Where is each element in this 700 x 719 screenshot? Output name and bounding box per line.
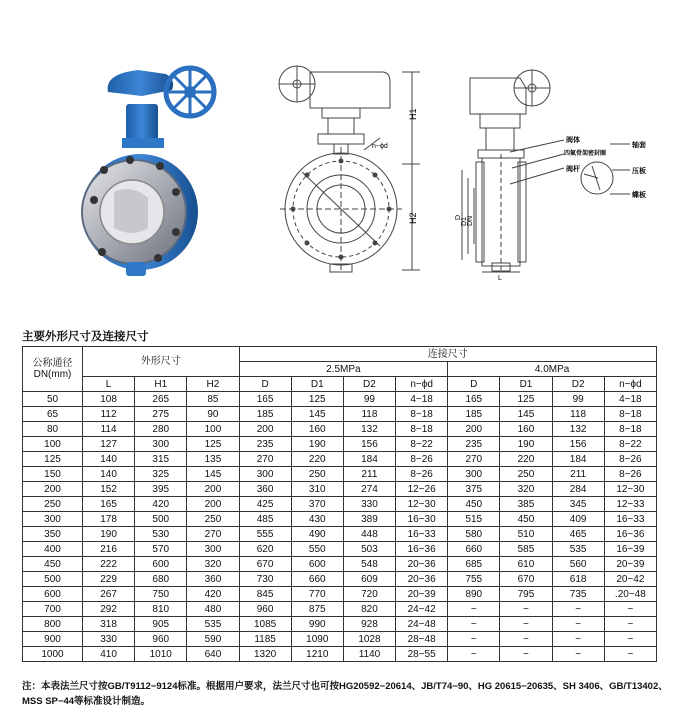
bushing-label: 轴套 (632, 142, 646, 149)
table-cell: 12−26 (396, 482, 448, 497)
table-cell: − (604, 647, 656, 662)
table-cell: 890 (448, 587, 500, 602)
table-row (23, 572, 657, 587)
table-cell: 8−26 (604, 452, 656, 467)
table-cell: 1210 (291, 647, 343, 662)
table-cell: 28−55 (396, 647, 448, 662)
table-cell: 389 (343, 512, 395, 527)
table-cell: 8−26 (396, 452, 448, 467)
table-cell: 165 (448, 392, 500, 407)
table-cell: 618 (552, 572, 604, 587)
table-cell: 448 (343, 527, 395, 542)
table-cell: 185 (448, 407, 500, 422)
table-cell: 118 (343, 407, 395, 422)
table-cell: 420 (135, 497, 187, 512)
table-cell: 200 (187, 482, 239, 497)
table-cell: 345 (552, 497, 604, 512)
table-cell: 222 (83, 557, 135, 572)
table-cell: 395 (135, 482, 187, 497)
table-cell: 65 (23, 407, 83, 422)
table-cell: 310 (291, 482, 343, 497)
table-cell: 127 (83, 437, 135, 452)
stem-label: 阀杆 (566, 166, 580, 173)
table-cell: 8−26 (604, 467, 656, 482)
table-cell: 270 (448, 452, 500, 467)
table-cell: 400 (23, 542, 83, 557)
table-cell: 480 (187, 602, 239, 617)
table-cell: 160 (500, 422, 552, 437)
table-cell: 8−26 (396, 467, 448, 482)
table-cell: 99 (552, 392, 604, 407)
table-cell: 20−39 (604, 557, 656, 572)
table-cell: 190 (500, 437, 552, 452)
table-cell: 795 (500, 587, 552, 602)
table-cell: 100 (187, 422, 239, 437)
connect-header: 连接尺寸 (239, 347, 656, 362)
column-header: n−ϕd (396, 377, 448, 392)
table-cell: 12−30 (604, 482, 656, 497)
table-cell: 216 (83, 542, 135, 557)
table-cell: 660 (291, 572, 343, 587)
table-cell: 550 (291, 542, 343, 557)
table-cell: 535 (552, 542, 604, 557)
table-cell: 265 (135, 392, 187, 407)
dn-header: 公称通径DN(mm) (23, 347, 83, 392)
table-row (23, 647, 657, 662)
table-cell: 16−33 (604, 512, 656, 527)
table-cell: 132 (552, 422, 604, 437)
h2-label: H2 (408, 212, 418, 224)
table-cell: 145 (187, 467, 239, 482)
table-cell: 99 (343, 392, 395, 407)
table-cell: 125 (23, 452, 83, 467)
table-cell: 125 (291, 392, 343, 407)
table-cell: 250 (23, 497, 83, 512)
table-cell: 140 (83, 467, 135, 482)
table-cell: 465 (552, 527, 604, 542)
table-cell: 140 (83, 452, 135, 467)
table-cell: 184 (552, 452, 604, 467)
table-cell: 450 (448, 497, 500, 512)
section-title: 主要外形尺寸及连接尺寸 (22, 331, 149, 343)
table-cell: 510 (500, 527, 552, 542)
table-cell: 548 (343, 557, 395, 572)
table-cell: 735 (552, 587, 604, 602)
table-cell: 685 (448, 557, 500, 572)
table-cell: 12−33 (604, 497, 656, 512)
table-cell: 360 (187, 572, 239, 587)
table-cell: 220 (291, 452, 343, 467)
table-cell: − (604, 617, 656, 632)
table-row (23, 527, 657, 542)
table-cell: − (448, 632, 500, 647)
table-cell: − (500, 602, 552, 617)
table-cell: 16−39 (604, 542, 656, 557)
table-cell: 570 (135, 542, 187, 557)
table-cell: − (448, 617, 500, 632)
table-cell: 315 (135, 452, 187, 467)
table-cell: 600 (291, 557, 343, 572)
table-cell: 178 (83, 512, 135, 527)
column-header: D2 (552, 377, 604, 392)
table-cell: 580 (448, 527, 500, 542)
table-cell: 267 (83, 587, 135, 602)
table-cell: 530 (135, 527, 187, 542)
table-cell: 385 (500, 497, 552, 512)
table-cell: 211 (552, 467, 604, 482)
table-cell: − (500, 647, 552, 662)
table-cell: 270 (187, 527, 239, 542)
table-row (23, 482, 657, 497)
table-cell: 609 (343, 572, 395, 587)
footnote: 注：本表法兰尺寸按GB/T9112−9124标准。根据用户要求，法兰尺寸也可按HG20592−20614、JB/T74−90、HG 20615−20635、SH 3406、GB/T13402、MSS SP−44等标准设计制造。 (22, 681, 668, 707)
table-cell: 300 (239, 467, 291, 482)
table-cell: 200 (448, 422, 500, 437)
table-cell: 485 (239, 512, 291, 527)
column-header: D (448, 377, 500, 392)
column-header-row (23, 377, 657, 392)
table-cell: 1320 (239, 647, 291, 662)
table-row (23, 467, 657, 482)
table-cell: 135 (187, 452, 239, 467)
table-cell: 600 (135, 557, 187, 572)
table-cell: 292 (83, 602, 135, 617)
table-cell: 156 (552, 437, 604, 452)
table-cell: 165 (239, 392, 291, 407)
table-cell: 960 (239, 602, 291, 617)
table-cell: 450 (500, 512, 552, 527)
table-cell: 200 (239, 422, 291, 437)
seal-label: 四氟骨架密封圈 (564, 151, 607, 157)
column-header: D2 (343, 377, 395, 392)
table-cell: 250 (500, 467, 552, 482)
table-cell: 320 (500, 482, 552, 497)
column-header: H1 (135, 377, 187, 392)
table-cell: 16−36 (396, 542, 448, 557)
table-cell: − (552, 617, 604, 632)
table-cell: 610 (500, 557, 552, 572)
d1-label: D1 (461, 217, 468, 226)
table-cell: 20−36 (396, 557, 448, 572)
table-cell: 960 (135, 632, 187, 647)
table-cell: 28−48 (396, 632, 448, 647)
column-header: H2 (187, 377, 239, 392)
table-cell: 85 (187, 392, 239, 407)
table-cell: 90 (187, 407, 239, 422)
body-label: 阀体 (566, 137, 580, 144)
table-cell: 16−33 (396, 527, 448, 542)
table-cell: 125 (500, 392, 552, 407)
table-cell: 350 (23, 527, 83, 542)
table-cell: 145 (291, 407, 343, 422)
table-cell: 108 (83, 392, 135, 407)
front-view-drawing (262, 52, 437, 277)
table-cell: 8−18 (396, 422, 448, 437)
table-cell: − (448, 647, 500, 662)
table-cell: 1185 (239, 632, 291, 647)
table-cell: 112 (83, 407, 135, 422)
table-cell: 275 (135, 407, 187, 422)
table-cell: 503 (343, 542, 395, 557)
table-row (23, 422, 657, 437)
table-cell: 1000 (23, 647, 83, 662)
table-cell: 8−18 (604, 422, 656, 437)
table-row (23, 632, 657, 647)
dimension-table (22, 346, 657, 662)
table-cell: 80 (23, 422, 83, 437)
table-row (23, 452, 657, 467)
table-row (23, 512, 657, 527)
table-cell: 250 (187, 512, 239, 527)
table-cell: 300 (23, 512, 83, 527)
table-cell: 16−30 (396, 512, 448, 527)
side-section-drawing (452, 58, 680, 283)
table-cell: 1090 (291, 632, 343, 647)
table-cell: 190 (83, 527, 135, 542)
table-row (23, 617, 657, 632)
table-cell: 200 (23, 482, 83, 497)
table-cell: 409 (552, 512, 604, 527)
table-cell: 8−22 (604, 437, 656, 452)
column-header: D1 (291, 377, 343, 392)
table-cell: 820 (343, 602, 395, 617)
column-header: D (239, 377, 291, 392)
table-cell: 900 (23, 632, 83, 647)
table-cell: 490 (291, 527, 343, 542)
table-cell: 700 (23, 602, 83, 617)
table-cell: 12−30 (396, 497, 448, 512)
table-cell: 118 (552, 407, 604, 422)
table-cell: 750 (135, 587, 187, 602)
table-cell: 16−36 (604, 527, 656, 542)
table-cell: 600 (23, 587, 83, 602)
table-cell: 274 (343, 482, 395, 497)
table-cell: 360 (239, 482, 291, 497)
table-cell: 284 (552, 482, 604, 497)
table-cell: 660 (448, 542, 500, 557)
table-cell: 670 (500, 572, 552, 587)
table-cell: 184 (343, 452, 395, 467)
table-row (23, 542, 657, 557)
table-row (23, 392, 657, 407)
table-cell: 420 (187, 587, 239, 602)
table-cell: 640 (187, 647, 239, 662)
table-cell: 330 (83, 632, 135, 647)
table-cell: 152 (83, 482, 135, 497)
table-cell: 300 (187, 542, 239, 557)
table-row (23, 407, 657, 422)
table-cell: 8−18 (396, 407, 448, 422)
table-cell: 555 (239, 527, 291, 542)
table-cell: 515 (448, 512, 500, 527)
table-cell: 770 (291, 587, 343, 602)
table-cell: 320 (187, 557, 239, 572)
h1-label: H1 (408, 108, 418, 120)
table-cell: 156 (343, 437, 395, 452)
table-cell: 730 (239, 572, 291, 587)
table-cell: − (552, 632, 604, 647)
table-cell: − (500, 617, 552, 632)
table-cell: 220 (500, 452, 552, 467)
outline-header: 外形尺寸 (83, 347, 240, 377)
table-cell: − (604, 602, 656, 617)
table-cell: − (500, 632, 552, 647)
table-cell: 235 (239, 437, 291, 452)
table-cell: 430 (291, 512, 343, 527)
table-cell: 500 (135, 512, 187, 527)
table-cell: 845 (239, 587, 291, 602)
pressure-25-header: 2.5MPa (239, 362, 448, 377)
table-cell: 810 (135, 602, 187, 617)
table-cell: 680 (135, 572, 187, 587)
table-cell: 145 (500, 407, 552, 422)
table-row (23, 602, 657, 617)
table-cell: 20−39 (396, 587, 448, 602)
table-cell: 800 (23, 617, 83, 632)
table-cell: 280 (135, 422, 187, 437)
column-header: L (83, 377, 135, 392)
column-header: D1 (500, 377, 552, 392)
table-cell: 535 (187, 617, 239, 632)
table-cell: 165 (83, 497, 135, 512)
table-cell: 270 (239, 452, 291, 467)
dn-label: DN (467, 215, 474, 226)
table-cell: 4−18 (396, 392, 448, 407)
table-cell: 875 (291, 602, 343, 617)
table-cell: 670 (239, 557, 291, 572)
table-cell: 905 (135, 617, 187, 632)
table-cell: 24−42 (396, 602, 448, 617)
table-cell: 585 (500, 542, 552, 557)
plate-label: 压板 (632, 168, 646, 175)
table-cell: 318 (83, 617, 135, 632)
table-row (23, 437, 657, 452)
table-cell: 1140 (343, 647, 395, 662)
table-cell: 300 (448, 467, 500, 482)
table-cell: 100 (23, 437, 83, 452)
table-cell: 990 (291, 617, 343, 632)
table-cell: 185 (239, 407, 291, 422)
table-cell: 450 (23, 557, 83, 572)
table-cell: 211 (343, 467, 395, 482)
table-cell: 8−22 (396, 437, 448, 452)
table-cell: 235 (448, 437, 500, 452)
column-header: n−ϕd (604, 377, 656, 392)
table-cell: 20−42 (604, 572, 656, 587)
table-cell: 4−18 (604, 392, 656, 407)
table-cell: 50 (23, 392, 83, 407)
table-cell: 150 (23, 467, 83, 482)
table-cell: 620 (239, 542, 291, 557)
table-cell: 500 (23, 572, 83, 587)
table-cell: 560 (552, 557, 604, 572)
table-cell: 928 (343, 617, 395, 632)
table-cell: 125 (187, 437, 239, 452)
table-cell: .20−48 (604, 587, 656, 602)
table-cell: − (552, 647, 604, 662)
valve-photo (72, 52, 222, 282)
table-cell: 1010 (135, 647, 187, 662)
table-cell: 375 (448, 482, 500, 497)
table-cell: 410 (83, 647, 135, 662)
table-cell: 325 (135, 467, 187, 482)
table-cell: 190 (291, 437, 343, 452)
table-cell: 425 (239, 497, 291, 512)
table-cell: 1028 (343, 632, 395, 647)
l-label: L (498, 275, 502, 282)
table-cell: 300 (135, 437, 187, 452)
table-row (23, 587, 657, 602)
table-cell: 132 (343, 422, 395, 437)
table-cell: 1085 (239, 617, 291, 632)
table-cell: 24−48 (396, 617, 448, 632)
table-cell: 755 (448, 572, 500, 587)
table-cell: 200 (187, 497, 239, 512)
table-row (23, 557, 657, 572)
table-cell: 8−18 (604, 407, 656, 422)
table-cell: 20−36 (396, 572, 448, 587)
table-cell: 160 (291, 422, 343, 437)
product-figures (0, 0, 700, 320)
disc-label: 蝶板 (632, 192, 646, 199)
table-cell: 250 (291, 467, 343, 482)
table-cell: 370 (291, 497, 343, 512)
d-label: D (455, 214, 462, 220)
table-cell: 330 (343, 497, 395, 512)
table-cell: 590 (187, 632, 239, 647)
pressure-40-header: 4.0MPa (448, 362, 657, 377)
table-cell: − (448, 602, 500, 617)
table-cell: 229 (83, 572, 135, 587)
table-cell: 114 (83, 422, 135, 437)
bolt-holes-label: n−ϕd (372, 143, 388, 150)
table-row (23, 497, 657, 512)
table-cell: − (552, 602, 604, 617)
table-cell: − (604, 632, 656, 647)
table-cell: 720 (343, 587, 395, 602)
